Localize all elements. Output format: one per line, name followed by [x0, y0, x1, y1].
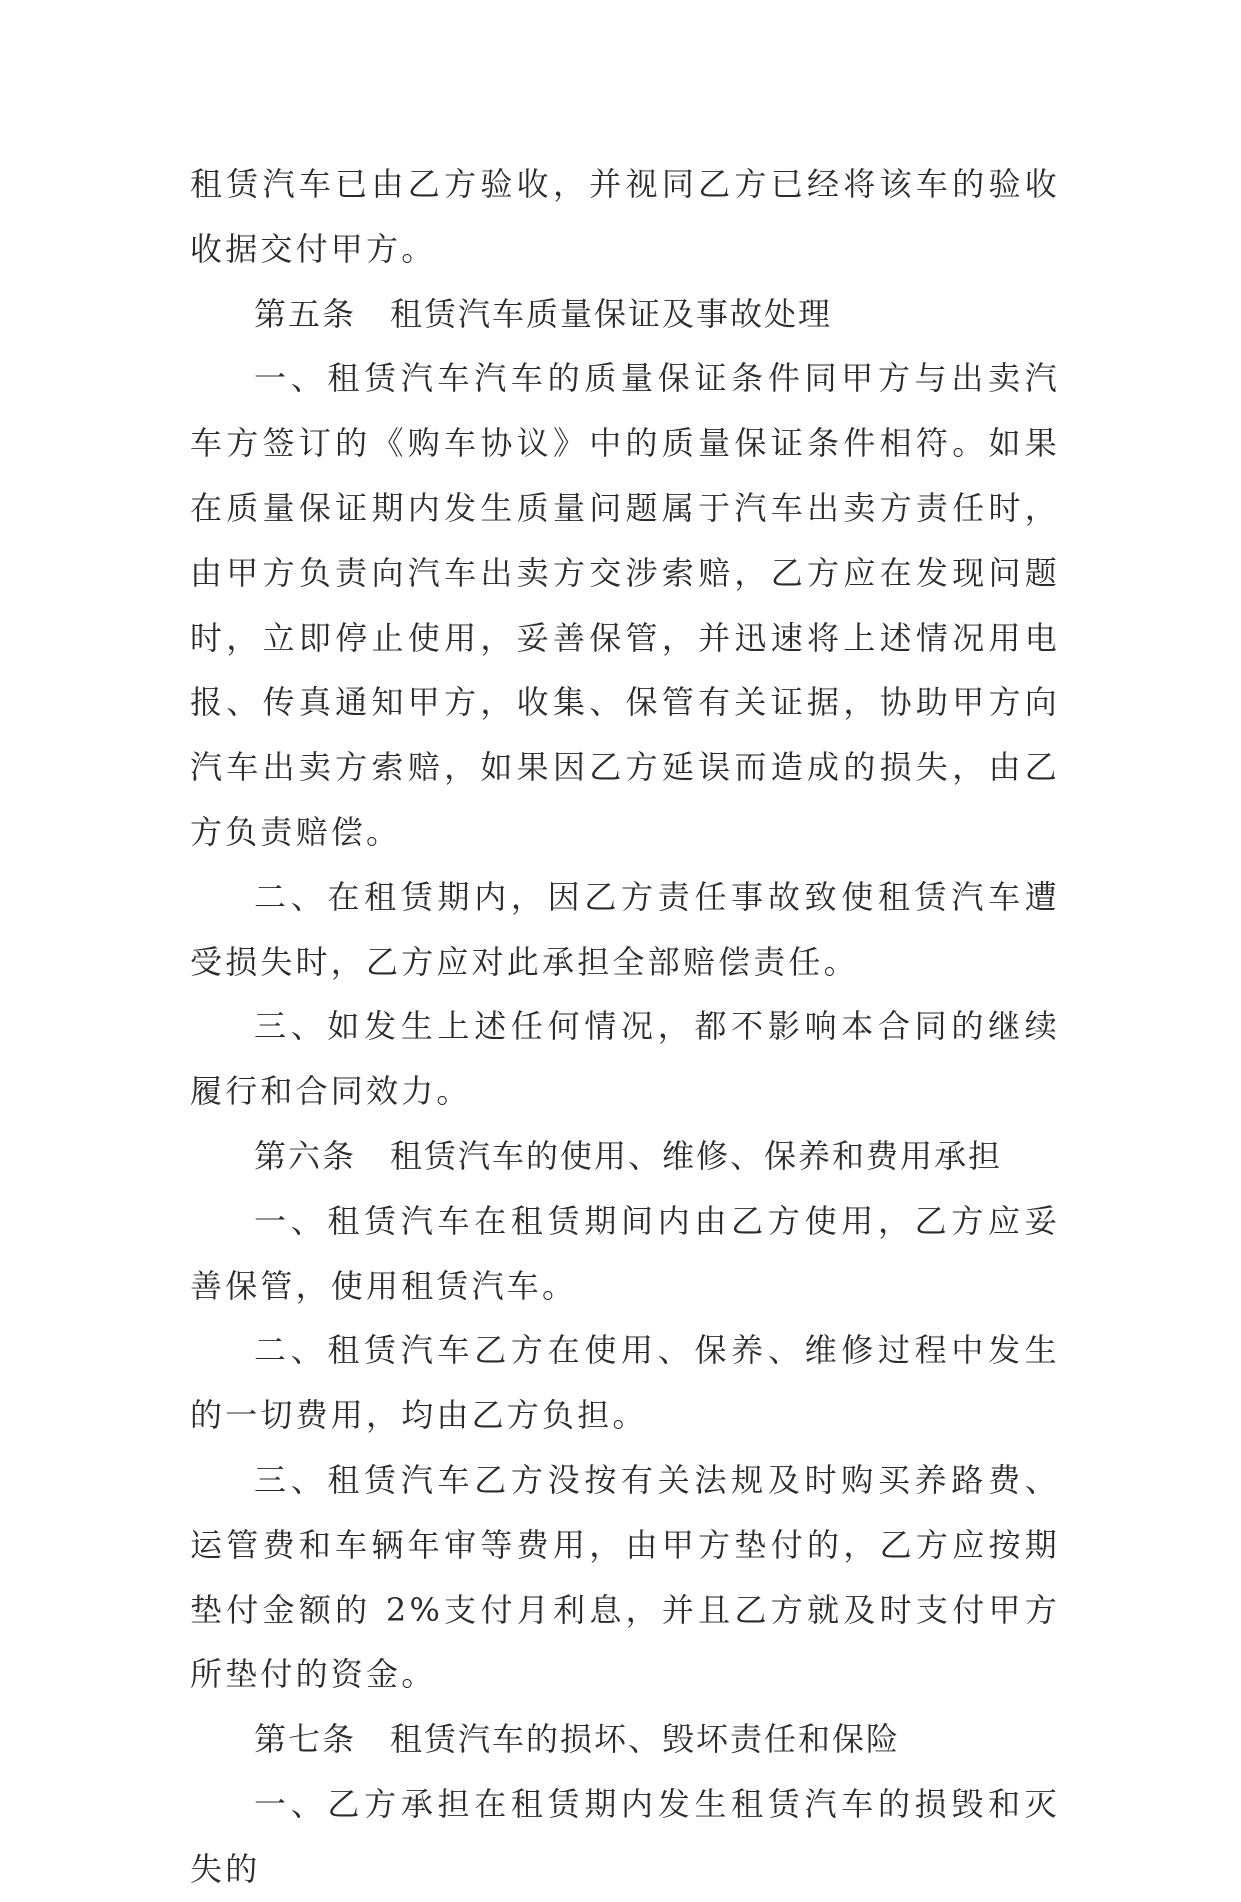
article-6-clause-1: 一、租赁汽车在租赁期间内由乙方使用，乙方应妥善保管，使用租赁汽车。 [190, 1201, 1060, 1305]
document-body [190, 152, 1060, 1902]
article-7-heading: 第七条 租赁汽车的损坏、毁坏责任和保险 [254, 1720, 901, 1759]
article-5-clause-2: 二、在租赁期内，因乙方责任事故致使租赁汽车遭受损失时，乙方应对此承担全部赔偿责任。 [190, 877, 1060, 981]
article-5-clause-1: 一、租赁汽车汽车的质量保证条件同甲方与出卖汽车方签订的《购车协议》中的质量保证条件相符。如果在质量保证期内发生质量问题属于汽车出卖方责任时，由甲方负责向汽车出卖方交涉索赔，乙方应在发现问题时，立即停止使用，妥善保管，并迅速将上述情况用电报、传真通知甲方，收集、保管有关证据，协助甲方向汽车出卖方索赔，如果因乙方延误而造成的损失，由乙方负责赔偿。 [190, 359, 1060, 851]
article-7-clause-1: 一、乙方承担在租赁期内发生租赁汽车的损毁和灭失的 [190, 1784, 1060, 1888]
article-6-clause-2: 二、租赁汽车乙方在使用、保养、维修过程中发生的一切费用，均由乙方负担。 [190, 1331, 1060, 1435]
article-6-clause-3: 三、租赁汽车乙方没按有关法规及时购买养路费、运管费和车辆年审等费用，由甲方垫付的，乙方应按期垫付金额的 2%支付月利息，并且乙方就及时支付甲方所垫付的资金。 [190, 1460, 1060, 1694]
paragraph-intro: 租赁汽车已由乙方验收，并视同乙方已经将该车的验收收据交付甲方。 [190, 165, 1060, 268]
article-6-heading: 第六条 租赁汽车的使用、维修、保养和费用承担 [254, 1136, 1003, 1175]
article-5-heading: 第五条 租赁汽车质量保证及事故处理 [254, 294, 833, 333]
article-5-clause-3: 三、如发生上述任何情况，都不影响本合同的继续履行和合同效力。 [190, 1007, 1060, 1111]
